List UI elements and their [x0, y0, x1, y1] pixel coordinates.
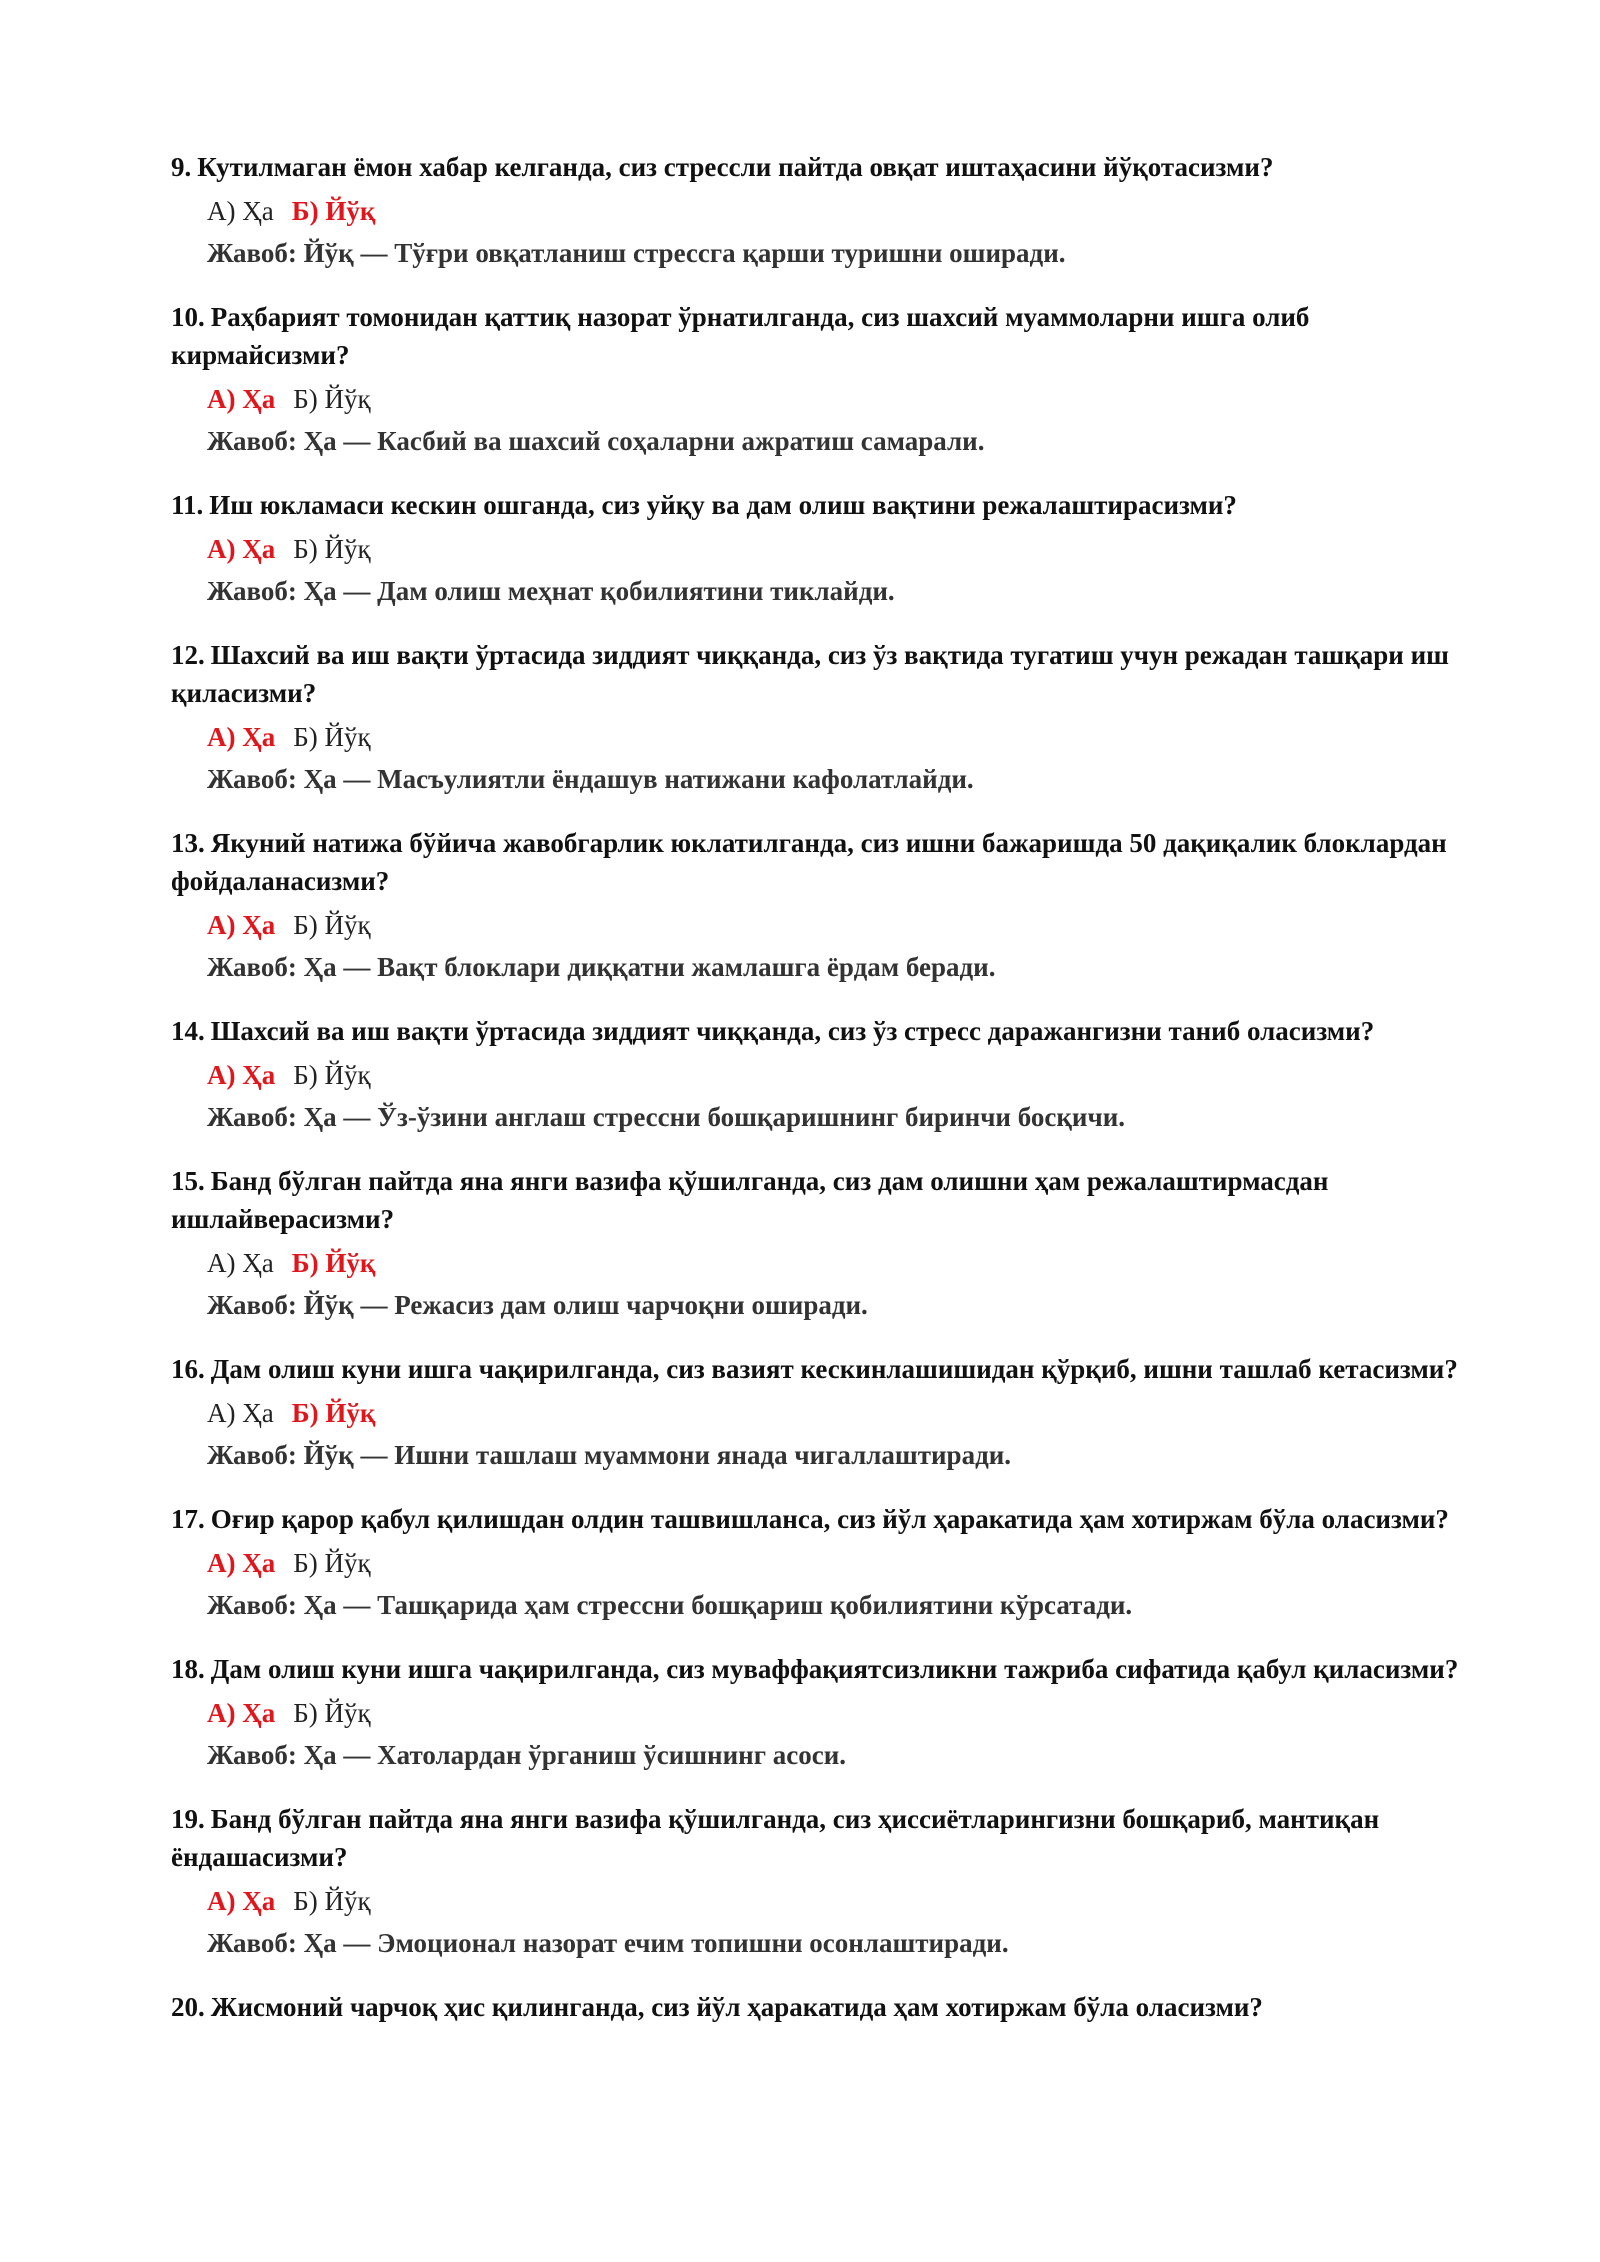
question-block — [171, 1350, 1471, 1474]
option-correct: Б) Йўқ — [291, 196, 376, 226]
question-text — [171, 1162, 1471, 1238]
answer-explanation: Жавоб: Ҳа — Дам олиш меҳнат қобилиятини тиклайди. — [207, 576, 895, 606]
question-number: 17. — [171, 1504, 205, 1534]
question-text — [171, 486, 1471, 524]
question-body: Иш юкламаси кескин ошганда, сиз уйқу ва дам олиш вақтини режалаштирасизми? — [209, 490, 1237, 520]
option: А) Ҳа — [207, 196, 274, 226]
question-body: Банд бўлган пайтда яна янги вазифа қўшилганда, сиз дам олишни ҳам режалаштирмасдан ишлайверасизми? — [171, 1166, 1329, 1234]
question-text — [171, 1500, 1471, 1538]
question-block — [171, 1988, 1471, 2026]
option-correct: А) Ҳа — [207, 910, 276, 940]
option: Б) Йўқ — [293, 384, 371, 414]
question-body: Жисмоний чарчоқ ҳис қилинганда, сиз йўл ҳаракатида ҳам хотиржам бўла оласизми? — [210, 1992, 1263, 2022]
question-number: 18. — [171, 1654, 205, 1684]
question-body: Раҳбарият томонидан қаттиқ назорат ўрнатилганда, сиз шахсий муаммоларни ишга олиб кирмайсизми? — [171, 302, 1310, 370]
question-text — [171, 1012, 1471, 1050]
option-correct: А) Ҳа — [207, 722, 276, 752]
question-text — [171, 298, 1471, 374]
question-number: 20. — [171, 1992, 205, 2022]
question-body: Шахсий ва иш вақти ўртасида зиддият чиққанда, сиз ўз стресс даражангизни таниб оласизми? — [210, 1016, 1375, 1046]
question-text — [171, 1350, 1471, 1388]
question-block — [171, 298, 1471, 460]
option: Б) Йўқ — [293, 1060, 371, 1090]
option: А) Ҳа — [207, 1248, 274, 1278]
question-body: Кутилмаган ёмон хабар келганда, сиз стрессли пайтда овқат иштаҳасини йўқотасизми? — [197, 152, 1274, 182]
quiz-document — [171, 148, 1471, 2052]
question-body: Оғир қарор қабул қилишдан олдин ташвишланса, сиз йўл ҳаракатида ҳам хотиржам бўла оласизми? — [210, 1504, 1449, 1534]
option-correct: А) Ҳа — [207, 1548, 276, 1578]
question-number: 19. — [171, 1804, 205, 1834]
option-correct: А) Ҳа — [207, 384, 276, 414]
answer-options — [207, 192, 1471, 230]
question-text — [171, 824, 1471, 900]
answer-explanation: Жавоб: Ҳа — Хатолардан ўрганиш ўсишнинг асоси. — [207, 1740, 847, 1770]
answer-options — [207, 906, 1471, 944]
answer-options — [207, 380, 1471, 418]
answer-explanation: Жавоб: Йўқ — Тўғри овқатланиш стрессга қарши туришни оширади. — [207, 238, 1066, 268]
answer-explanation: Жавоб: Ҳа — Ўз-ўзини англаш стрессни бошқаришнинг биринчи босқичи. — [207, 1102, 1125, 1132]
answer-options — [207, 1056, 1471, 1094]
answer-explanation: Жавоб: Ҳа — Эмоционал назорат ечим топишни осонлаштиради. — [207, 1928, 1009, 1958]
question-body: Якуний натижа бўйича жавобгарлик юклатилганда, сиз ишни бажаришда 50 дақиқалик блоклардан фойдаланасизми? — [171, 828, 1447, 896]
answer-options — [207, 718, 1471, 756]
question-number: 10. — [171, 302, 205, 332]
option-correct: Б) Йўқ — [291, 1398, 376, 1428]
question-block — [171, 636, 1471, 798]
question-text — [171, 1988, 1471, 2026]
answer-options — [207, 1394, 1471, 1432]
question-block — [171, 486, 1471, 610]
question-block — [171, 1012, 1471, 1136]
question-text — [171, 1800, 1471, 1876]
answer-explanation: Жавоб: Ҳа — Вақт блоклари диққатни жамлашга ёрдам беради. — [207, 952, 996, 982]
option: Б) Йўқ — [293, 722, 371, 752]
question-block — [171, 1800, 1471, 1962]
answer-options — [207, 1244, 1471, 1282]
option: А) Ҳа — [207, 1398, 274, 1428]
answer-options — [207, 530, 1471, 568]
question-block — [171, 1500, 1471, 1624]
answer-options — [207, 1882, 1471, 1920]
question-text — [171, 636, 1471, 712]
question-body: Дам олиш куни ишга чақирилганда, сиз вазият кескинлашишидан қўрқиб, ишни ташлаб кетасизми? — [210, 1354, 1458, 1384]
option-correct: А) Ҳа — [207, 1886, 276, 1916]
answer-explanation: Жавоб: Ҳа — Масъулиятли ёндашув натижани кафолатлайди. — [207, 764, 974, 794]
answer-options — [207, 1544, 1471, 1582]
option: Б) Йўқ — [293, 910, 371, 940]
question-block — [171, 824, 1471, 986]
question-number: 15. — [171, 1166, 205, 1196]
question-number: 12. — [171, 640, 205, 670]
option-correct: А) Ҳа — [207, 534, 276, 564]
question-text — [171, 148, 1471, 186]
question-block — [171, 1650, 1471, 1774]
question-body: Банд бўлган пайтда яна янги вазифа қўшилганда, сиз ҳиссиётларингизни бошқариб, мантиқан ёндашасизми? — [171, 1804, 1380, 1872]
answer-explanation: Жавоб: Ҳа — Ташқарида ҳам стрессни бошқариш қобилиятини кўрсатади. — [207, 1590, 1133, 1620]
answer-explanation: Жавоб: Йўқ — Ишни ташлаш муаммони янада чигаллаштиради. — [207, 1440, 1012, 1470]
question-body: Шахсий ва иш вақти ўртасида зиддият чиққанда, сиз ўз вақтида тугатиш учун режадан ташқари иш қиласизми? — [171, 640, 1449, 708]
option: Б) Йўқ — [293, 1886, 371, 1916]
option: Б) Йўқ — [293, 1548, 371, 1578]
answer-options — [207, 1694, 1471, 1732]
question-text — [171, 1650, 1471, 1688]
question-number: 9. — [171, 152, 192, 182]
option-correct: А) Ҳа — [207, 1698, 276, 1728]
answer-explanation: Жавоб: Йўқ — Режасиз дам олиш чарчоқни оширади. — [207, 1290, 868, 1320]
question-body: Дам олиш куни ишга чақирилганда, сиз муваффақиятсизликни тажриба сифатида қабул қиласизми? — [210, 1654, 1459, 1684]
option: Б) Йўқ — [293, 1698, 371, 1728]
question-number: 11. — [171, 490, 204, 520]
option-correct: А) Ҳа — [207, 1060, 276, 1090]
option: Б) Йўқ — [293, 534, 371, 564]
option-correct: Б) Йўқ — [291, 1248, 376, 1278]
question-block — [171, 148, 1471, 272]
question-block — [171, 1162, 1471, 1324]
answer-explanation: Жавоб: Ҳа — Касбий ва шахсий соҳаларни ажратиш самарали. — [207, 426, 985, 456]
question-number: 13. — [171, 828, 205, 858]
question-number: 14. — [171, 1016, 205, 1046]
question-number: 16. — [171, 1354, 205, 1384]
